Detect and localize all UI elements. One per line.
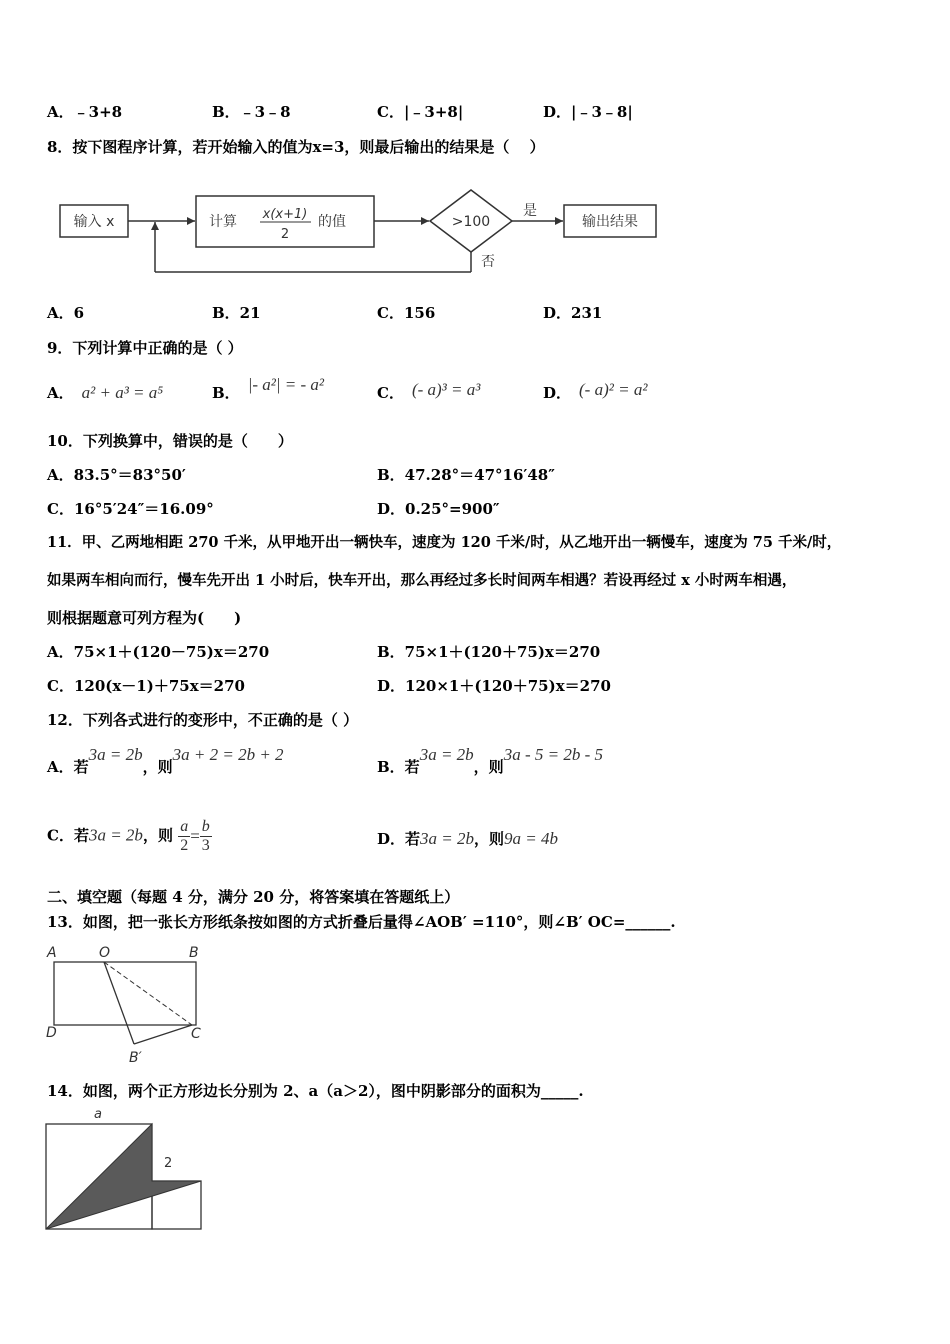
q7-option-d: D．|﹣3﹣8| [543, 103, 633, 121]
q11-option-b: B．75×1＋(120＋75)x＝270 [377, 643, 601, 661]
q12-stem: 12．下列各式进行的变形中，不正确的是（ ） [47, 711, 359, 729]
q8-option-d: D．231 [543, 304, 603, 322]
q8-option-c: C．156 [377, 304, 436, 322]
q12-option-d: D．若3a = 2b，则9a = 4b [377, 829, 558, 848]
q12-option-a: A．若3a = 2b，则3a + 2 = 2b + 2 [47, 745, 284, 776]
flow-no-label: 否 [481, 254, 495, 270]
q8-option-a: A．6 [47, 304, 85, 322]
q12-option-c: C．若3a = 2b，则 $\frac{a}{2}$ = $\frac{b}{3}$ [47, 818, 210, 854]
q9-b-expr: |- a²| = - a² [247, 375, 325, 394]
flow-calc-den: 2 [280, 227, 290, 242]
q11-option-a: A．75×1＋(120－75)x＝270 [47, 643, 270, 661]
q7-option-b: B．﹣3﹣8 [212, 103, 291, 121]
q7-option-c: C．|﹣3+8| [377, 103, 464, 121]
q10-option-c: C．16°5′24″＝16.09° [47, 500, 214, 518]
q12-option-b: B．若3a = 2b，则3a - 5 = 2b - 5 [377, 745, 603, 776]
q9-stem: 9．下列计算中正确的是（ ） [47, 339, 243, 357]
flow-calc-num: x(x+1) [262, 207, 308, 222]
q11-stem-line1: 11．甲、乙两地相距 270 千米，从甲地开出一辆快车，速度为 120 千米/时，从乙地开出一辆慢车，速度为 75 千米/时， [47, 534, 842, 551]
q8-option-b: B．21 [212, 304, 261, 322]
q13-figure [42, 940, 217, 1068]
q14-label-2: 2 [164, 1156, 173, 1171]
q9-d-expr: (- a)² = a² [579, 380, 648, 399]
q11-option-d: D．120×1＋(120＋75)x＝270 [377, 677, 611, 695]
q11-stem-line2: 如果两车相向而行，慢车先开出 1 小时后，快车开出，那么再经过多长时间两车相遇？若设再经过 x 小时两车相遇， [47, 572, 797, 589]
q9-option-a: A． a² + a³ = a⁵ [47, 383, 164, 402]
q10-option-b: B．47.28°＝47°16′48″ [377, 466, 555, 484]
flow-calc-suffix: 的值 [318, 214, 346, 230]
q13-label-a: A [47, 945, 57, 961]
section-2-heading: 二、填空题（每题 4 分，满分 20 分，将答案填在答题纸上） [47, 888, 460, 906]
q12-c-frac-left: $\frac{a}{2}$ [180, 818, 189, 854]
q13-label-o: O [99, 945, 111, 961]
flow-yes-label: 是 [523, 203, 537, 219]
q12-c-frac-right: $\frac{b}{3}$ [201, 818, 210, 854]
flow-input-label: 输入 x [73, 214, 115, 230]
q11-option-c: C．120(x－1)＋75x＝270 [47, 677, 245, 695]
q9-option-c: C． (- a)³ = a³ [377, 380, 481, 402]
q9-a-expr: a² + a³ = a⁵ [81, 383, 164, 402]
flow-calc-prefix: 计算 [209, 214, 237, 230]
q13-label-d: D [46, 1025, 57, 1041]
q11-stem-line3: 则根据题意可列方程为( ) [47, 609, 242, 627]
q14-figure [42, 1105, 212, 1237]
q10-option-a: A．83.5°＝83°50′ [47, 466, 186, 484]
q10-option-d: D．0.25°=900″ [377, 500, 500, 518]
q9-c-expr: (- a)³ = a³ [411, 380, 481, 399]
q10-stem: 10．下列换算中，错误的是（ ） [47, 432, 293, 450]
q9-option-b: B． |- a²| = - a² [212, 375, 325, 402]
q8-stem: 8．按下图程序计算，若开始输入的值为x=3，则最后输出的结果是（ ） [47, 138, 545, 156]
q13-label-c: C [191, 1026, 201, 1042]
flow-cond-label: >100 [451, 214, 491, 230]
q13-stem: 13．如图，把一张长方形纸条按如图的方式折叠后量得∠AOB′ =110°，则∠B′ OC=______. [47, 913, 676, 931]
q13-label-b: B [189, 945, 199, 961]
q14-label-a: a [94, 1107, 102, 1122]
flow-output-label: 输出结果 [582, 214, 638, 230]
q14-stem: 14．如图，两个正方形边长分别为 2、a（a＞2），图中阴影部分的面积为_____. [47, 1082, 584, 1100]
q13-label-bprime: B′ [129, 1050, 142, 1066]
q7-option-a: A．﹣3+8 [47, 103, 123, 121]
q9-option-d: D． (- a)² = a² [543, 380, 648, 402]
q8-flowchart [55, 185, 665, 280]
